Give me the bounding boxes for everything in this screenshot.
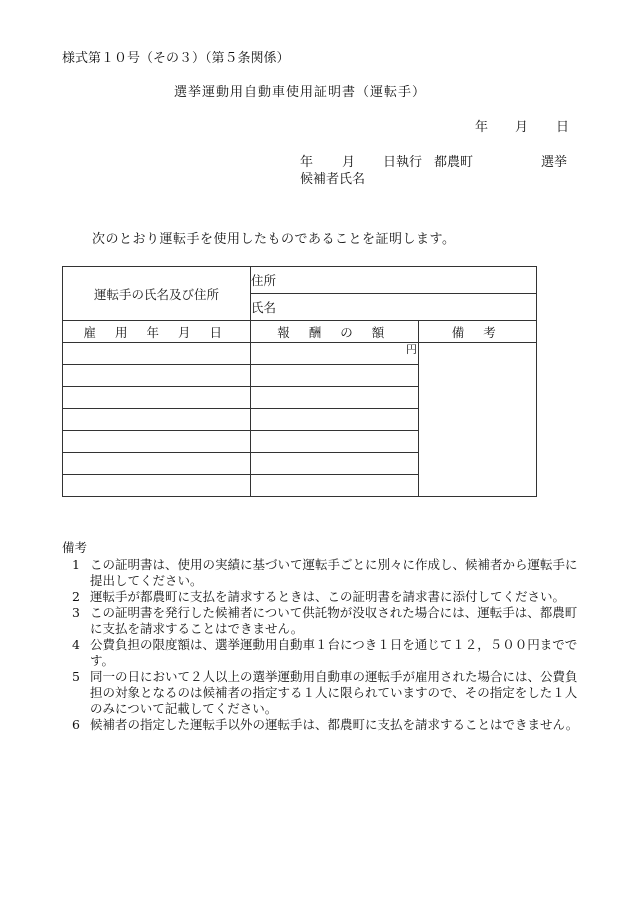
name-field[interactable] xyxy=(251,294,537,321)
election-year-label: 年 xyxy=(300,155,314,170)
name-label: 氏名 xyxy=(251,300,277,315)
note-number: 2 xyxy=(72,589,80,604)
note-number: 1 xyxy=(72,557,80,572)
election-label: 選挙 xyxy=(541,155,568,170)
note-number: 6 xyxy=(72,717,80,732)
payment-amount-cell[interactable] xyxy=(251,387,419,409)
note-item xyxy=(62,589,582,605)
election-day-label: 日執行 xyxy=(383,155,423,170)
date-year-label: 年 xyxy=(475,120,489,135)
employment-date-cell[interactable] xyxy=(63,431,251,453)
certification-statement: 次のとおり運転手を使用したものであることを証明します。 xyxy=(92,232,456,247)
remarks-header: 備 考 xyxy=(419,321,537,343)
payment-amount-cell[interactable] xyxy=(251,431,419,453)
employment-date-cell[interactable] xyxy=(63,343,251,365)
note-item xyxy=(62,637,582,669)
candidate-name-label: 候補者氏名 xyxy=(300,172,366,187)
payment-amount-cell[interactable] xyxy=(251,365,419,387)
note-text: 同一の日において２人以上の選挙運動用自動車の運転手が雇用された場合には、公費負担の対象となるのは候補者の指定する１人に限られていますので、その指定をした１人のみについて記載してください。 xyxy=(90,669,578,716)
driver-name-address-label: 運転手の氏名及び住所 xyxy=(63,267,251,321)
note-text: この証明書は、使用の実績に基づいて運転手ごとに別々に作成し、候補者から運転手に提出してください。 xyxy=(90,557,578,588)
note-item xyxy=(62,605,582,637)
note-item xyxy=(62,557,582,589)
address-label: 住所 xyxy=(251,273,277,288)
employment-date-cell[interactable] xyxy=(63,453,251,475)
payment-amount-cell[interactable] xyxy=(251,475,419,497)
note-item xyxy=(62,669,582,717)
notes-heading: 備考 xyxy=(62,540,88,555)
note-text: 運転手が都農町に支払を請求するときは、この証明書を請求書に添付してください。 xyxy=(90,589,566,604)
employment-date-cell[interactable] xyxy=(63,365,251,387)
remarks-cell[interactable] xyxy=(419,343,537,497)
note-number: 5 xyxy=(72,669,80,684)
address-field[interactable] xyxy=(251,267,537,294)
town-name: 都農町 xyxy=(434,155,474,170)
notes-section xyxy=(62,540,582,733)
payment-amount-header: 報 酬 の 額 xyxy=(251,321,419,343)
date-month-label: 月 xyxy=(515,120,529,135)
note-number: 4 xyxy=(72,637,80,652)
note-number: 3 xyxy=(72,605,80,620)
employment-date-cell[interactable] xyxy=(63,409,251,431)
yen-unit: 円 xyxy=(406,343,417,356)
note-text: 候補者の指定した運転手以外の運転手は、都農町に支払を請求することはできません。 xyxy=(90,717,579,732)
employment-date-cell[interactable] xyxy=(63,387,251,409)
note-text: 公費負担の限度額は、選挙運動用自動車１台につき１日を通じて１２，５００円までです。 xyxy=(90,637,578,668)
election-month-label: 月 xyxy=(342,155,356,170)
employment-date-cell[interactable] xyxy=(63,475,251,497)
document-title: 選挙運動用自動車使用証明書（運転手） xyxy=(174,85,427,100)
note-item xyxy=(62,717,582,733)
date-day-label: 日 xyxy=(556,120,570,135)
driver-usage-table xyxy=(62,266,537,497)
payment-amount-cell[interactable] xyxy=(251,453,419,475)
form-number: 様式第１０号（その３）（第５条関係） xyxy=(62,51,290,66)
payment-amount-cell[interactable] xyxy=(251,409,419,431)
employment-date-header: 雇 用 年 月 日 xyxy=(63,321,251,343)
note-text: この証明書を発行した候補者について供託物が没収された場合には、運転手は、都農町に支払を請求することはできません。 xyxy=(90,605,578,636)
payment-amount-cell[interactable] xyxy=(251,343,419,365)
